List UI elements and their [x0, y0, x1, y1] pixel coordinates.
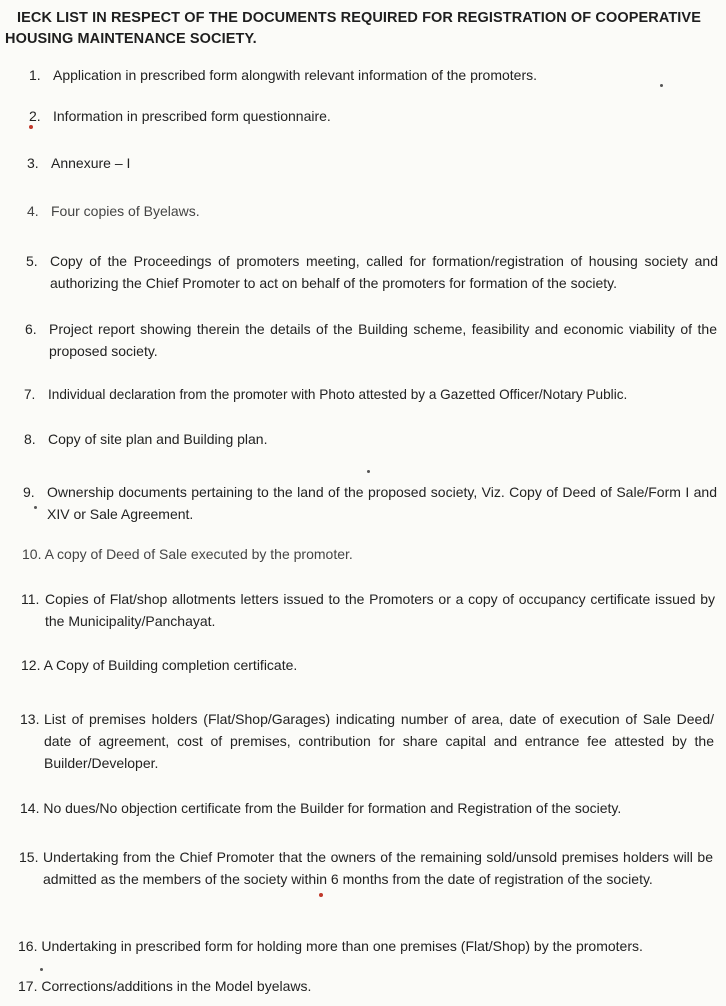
item-text: Information in prescribed form questionnaire.	[53, 108, 331, 124]
scan-speck	[40, 968, 43, 971]
title-line-1: IECK LIST IN RESPECT OF THE DOCUMENTS REQUIRED FOR REGISTRATION OF COOPERATIVE	[17, 10, 701, 26]
item-text: Project report showing therein the details of the Building scheme, feasibility and economic viability of the proposed society.	[49, 321, 717, 359]
item-number: 10.	[22, 546, 45, 562]
item-number: 2.	[29, 108, 41, 124]
item-number: 7.	[24, 387, 36, 402]
checklist-item-13	[20, 708, 714, 774]
item-number: 1.	[29, 67, 41, 83]
item-number: 13.	[20, 711, 40, 727]
checklist-item-1	[29, 64, 629, 86]
item-number: 3.	[27, 155, 39, 171]
item-text: Application in prescribed form alongwith relevant information of the promoters.	[53, 67, 538, 83]
scan-speck	[660, 84, 663, 87]
item-text: Annexure – I	[51, 155, 131, 171]
checklist-item-12	[21, 654, 621, 676]
scan-speck	[319, 893, 323, 897]
item-text: A copy of Deed of Sale executed by the promoter.	[44, 546, 353, 562]
item-number: 16.	[18, 938, 42, 954]
checklist-item-8	[24, 428, 624, 450]
checklist-item-5	[26, 250, 718, 294]
item-text: No dues/No objection certificate from the Builder for formation and Registration of the society.	[43, 800, 622, 816]
item-text: Copy of the Proceedings of promoters meeting, called for formation/registration of housing society and authorizing the Chief Promoter to act on behalf of the promoters for formation of the society.	[50, 253, 718, 291]
item-text: Copies of Flat/shop allotments letters issued to the Promoters or a copy of occupancy certificate issued by the Municipality/Panchayat.	[45, 591, 715, 629]
item-number: 4.	[27, 203, 39, 219]
item-text: Individual declaration from the promoter with Photo attested by a Gazetted Officer/Notary Public.	[48, 387, 628, 402]
item-text: Ownership documents pertaining to the land of the proposed society, Viz. Copy of Deed of Sale/Form I and XIV or Sale Agreement.	[47, 484, 717, 522]
item-number: 5.	[26, 253, 38, 269]
checklist-item-9	[23, 481, 717, 525]
item-text: Corrections/additions in the Model byelaws.	[41, 978, 312, 994]
checklist-item-7	[24, 384, 716, 406]
item-number: 6.	[25, 321, 37, 337]
checklist-item-10	[22, 543, 622, 565]
checklist-item-4	[27, 200, 627, 222]
scan-speck	[29, 125, 33, 129]
checklist-item-15	[19, 846, 713, 890]
checklist-item-14	[20, 797, 720, 819]
item-text: Four copies of Byelaws.	[51, 203, 200, 219]
item-number: 17.	[18, 978, 42, 994]
item-text: List of premises holders (Flat/Shop/Garages) indicating number of area, date of execution of Sale Deed/ date of agreement, cost of premises, contribution for share capital and entrance fee attested by the Builder/Developer.	[44, 711, 714, 771]
item-text: Undertaking from the Chief Promoter that the owners of the remaining sold/unsold premises holders will be admitted as the members of the society within 6 months from the date of registration of the society.	[43, 849, 713, 887]
item-text: A Copy of Building completion certificate.	[43, 657, 298, 673]
checklist-item-17	[18, 975, 618, 997]
checklist-item-2	[29, 105, 629, 127]
document-title	[3, 8, 703, 50]
item-number: 11.	[21, 591, 40, 607]
item-number: 12.	[21, 657, 44, 673]
item-number: 9.	[23, 484, 35, 500]
scan-speck	[34, 506, 37, 509]
title-line-2: HOUSING MAINTENANCE SOCIETY.	[5, 31, 257, 47]
scan-speck	[367, 470, 370, 473]
item-number: 8.	[24, 431, 36, 447]
checklist-item-6	[25, 318, 717, 362]
checklist-item-3	[27, 152, 627, 174]
item-number: 14.	[20, 800, 44, 816]
checklist-item-11	[21, 588, 715, 632]
item-text: Copy of site plan and Building plan.	[48, 431, 268, 447]
item-text: Undertaking in prescribed form for holding more than one premises (Flat/Shop) by the promoters.	[41, 938, 643, 954]
checklist-item-16	[18, 935, 718, 957]
item-number: 15.	[19, 849, 39, 865]
